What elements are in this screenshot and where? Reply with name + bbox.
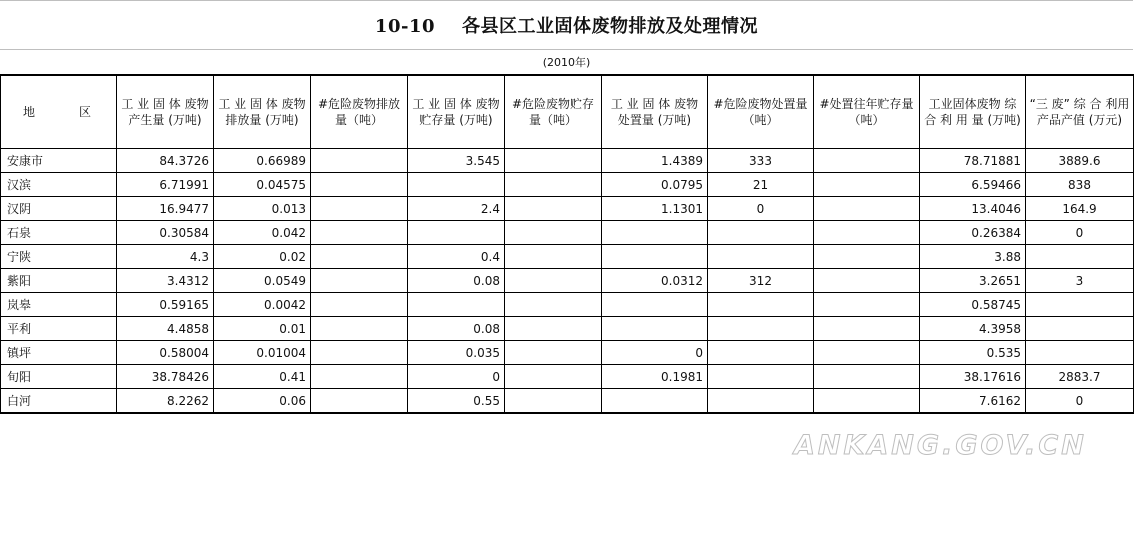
cell-c3 [311, 293, 408, 317]
cell-c1: 4.4858 [117, 317, 214, 341]
cell-c10: 0 [1026, 389, 1134, 414]
cell-c6: 1.1301 [602, 197, 708, 221]
cell-c8 [814, 173, 920, 197]
cell-c2: 0.01 [214, 317, 311, 341]
cell-c3 [311, 149, 408, 173]
cell-region-name: 镇坪 [1, 341, 117, 365]
cell-c4: 0.08 [408, 317, 505, 341]
cell-c8 [814, 269, 920, 293]
cell-c4 [408, 221, 505, 245]
cell-c1: 6.71991 [117, 173, 214, 197]
cell-c8 [814, 389, 920, 414]
cell-c6 [602, 317, 708, 341]
cell-region-name: 白河 [1, 389, 117, 414]
cell-c7 [708, 389, 814, 414]
year-row [0, 49, 1133, 74]
cell-c5 [505, 317, 602, 341]
cell-c2: 0.66989 [214, 149, 311, 173]
cell-c5 [505, 341, 602, 365]
cell-c8 [814, 341, 920, 365]
cell-c7: 21 [708, 173, 814, 197]
cell-c8 [814, 221, 920, 245]
cell-c10: 164.9 [1026, 197, 1134, 221]
cell-c4 [408, 293, 505, 317]
cell-c1: 4.3 [117, 245, 214, 269]
cell-c7: 0 [708, 197, 814, 221]
cell-c1: 38.78426 [117, 365, 214, 389]
cell-c10 [1026, 245, 1134, 269]
cell-c10 [1026, 341, 1134, 365]
header-hazardous-stored: #危险废物贮存量（吨） [505, 75, 602, 149]
cell-c9: 3.88 [920, 245, 1026, 269]
cell-c5 [505, 389, 602, 414]
cell-c7 [708, 365, 814, 389]
cell-c10: 838 [1026, 173, 1134, 197]
table-row [1, 365, 1134, 389]
cell-c10: 3889.6 [1026, 149, 1134, 173]
cell-c8 [814, 317, 920, 341]
header-solid-waste-discharged: 工 业 固 体 废物排放量 (万吨) [214, 75, 311, 149]
cell-c7 [708, 221, 814, 245]
table-row [1, 197, 1134, 221]
table-row [1, 221, 1134, 245]
cell-c8 [814, 149, 920, 173]
header-hazardous-discharged: #危险废物排放量（吨） [311, 75, 408, 149]
cell-c1: 0.58004 [117, 341, 214, 365]
cell-c9: 13.4046 [920, 197, 1026, 221]
cell-c6 [602, 389, 708, 414]
header-row [1, 75, 1134, 149]
cell-c3 [311, 245, 408, 269]
cell-region-name: 紫阳 [1, 269, 117, 293]
table-row [1, 389, 1134, 414]
table-row [1, 293, 1134, 317]
cell-c3 [311, 341, 408, 365]
cell-c6: 0.0795 [602, 173, 708, 197]
cell-c5 [505, 245, 602, 269]
cell-c7 [708, 245, 814, 269]
cell-c8 [814, 197, 920, 221]
cell-c2: 0.0042 [214, 293, 311, 317]
cell-c4: 0.4 [408, 245, 505, 269]
cell-c1: 16.9477 [117, 197, 214, 221]
cell-region-name: 岚皋 [1, 293, 117, 317]
cell-c6: 0.1981 [602, 365, 708, 389]
cell-c2: 0.04575 [214, 173, 311, 197]
cell-c10: 3 [1026, 269, 1134, 293]
cell-c3 [311, 269, 408, 293]
cell-c4: 0.55 [408, 389, 505, 414]
table-row [1, 317, 1134, 341]
cell-c8 [814, 245, 920, 269]
table-row [1, 341, 1134, 365]
cell-c2: 0.41 [214, 365, 311, 389]
cell-c8 [814, 293, 920, 317]
cell-c4: 0.035 [408, 341, 505, 365]
cell-region-name: 汉阴 [1, 197, 117, 221]
cell-c6 [602, 245, 708, 269]
cell-c1: 0.30584 [117, 221, 214, 245]
cell-c3 [311, 389, 408, 414]
cell-c5 [505, 221, 602, 245]
cell-c9: 78.71881 [920, 149, 1026, 173]
cell-c4: 2.4 [408, 197, 505, 221]
title-row [0, 0, 1133, 50]
cell-c7 [708, 317, 814, 341]
cell-region-name: 汉滨 [1, 173, 117, 197]
cell-c2: 0.013 [214, 197, 311, 221]
cell-c9: 6.59466 [920, 173, 1026, 197]
header-three-wastes-output-value: “三 废” 综 合 利用产品产值 (万元) [1026, 75, 1134, 149]
cell-c4 [408, 173, 505, 197]
header-solid-waste-stored: 工 业 固 体 废物贮存量 (万吨) [408, 75, 505, 149]
cell-c1: 3.4312 [117, 269, 214, 293]
table-row [1, 269, 1134, 293]
cell-c2: 0.0549 [214, 269, 311, 293]
cell-c6: 0.0312 [602, 269, 708, 293]
table-row [1, 149, 1134, 173]
cell-c5 [505, 293, 602, 317]
year-label: (2010年) [542, 55, 591, 69]
cell-c3 [311, 197, 408, 221]
data-table [0, 74, 1134, 414]
cell-c9: 38.17616 [920, 365, 1026, 389]
cell-c2: 0.06 [214, 389, 311, 414]
cell-region-name: 平利 [1, 317, 117, 341]
cell-c3 [311, 221, 408, 245]
cell-c9: 3.2651 [920, 269, 1026, 293]
cell-c10 [1026, 293, 1134, 317]
header-comprehensive-utilization: 工业固体废物 综 合 利 用 量 (万吨) [920, 75, 1026, 149]
table-body [1, 149, 1134, 414]
cell-c5 [505, 149, 602, 173]
cell-c5 [505, 197, 602, 221]
cell-c5 [505, 365, 602, 389]
table-title: 10-10 各县区工业固体废物排放及处理情况 [374, 16, 759, 37]
cell-c10 [1026, 317, 1134, 341]
cell-c10: 2883.7 [1026, 365, 1134, 389]
cell-c6: 0 [602, 341, 708, 365]
cell-c9: 7.6162 [920, 389, 1026, 414]
cell-c1: 0.59165 [117, 293, 214, 317]
cell-region-name: 石泉 [1, 221, 117, 245]
cell-c2: 0.042 [214, 221, 311, 245]
cell-c9: 0.26384 [920, 221, 1026, 245]
cell-c8 [814, 365, 920, 389]
cell-c10: 0 [1026, 221, 1134, 245]
cell-c2: 0.01004 [214, 341, 311, 365]
cell-c2: 0.02 [214, 245, 311, 269]
cell-c6 [602, 221, 708, 245]
cell-c3 [311, 173, 408, 197]
cell-region-name: 安康市 [1, 149, 117, 173]
cell-region-name: 旬阳 [1, 365, 117, 389]
cell-region-name: 宁陕 [1, 245, 117, 269]
header-disposed-previous-stock: #处置往年贮存量（吨） [814, 75, 920, 149]
cell-c5 [505, 173, 602, 197]
cell-c6 [602, 293, 708, 317]
site-watermark: ANKANG.GOV.CN [794, 430, 1087, 461]
cell-c9: 0.58745 [920, 293, 1026, 317]
cell-c6: 1.4389 [602, 149, 708, 173]
cell-c9: 0.535 [920, 341, 1026, 365]
cell-c3 [311, 317, 408, 341]
header-solid-waste-disposed: 工 业 固 体 废物处置量 (万吨) [602, 75, 708, 149]
cell-c7: 333 [708, 149, 814, 173]
header-solid-waste-produced: 工 业 固 体 废物产生量 (万吨) [117, 75, 214, 149]
cell-c3 [311, 365, 408, 389]
header-region: 地 区 [1, 75, 117, 149]
cell-c1: 84.3726 [117, 149, 214, 173]
cell-c1: 8.2262 [117, 389, 214, 414]
cell-c9: 4.3958 [920, 317, 1026, 341]
cell-c4: 0.08 [408, 269, 505, 293]
header-hazardous-disposed: #危险废物处置量（吨） [708, 75, 814, 149]
cell-c7 [708, 341, 814, 365]
cell-c7 [708, 293, 814, 317]
cell-c7: 312 [708, 269, 814, 293]
table-row [1, 173, 1134, 197]
cell-c4: 3.545 [408, 149, 505, 173]
cell-c5 [505, 269, 602, 293]
cell-c4: 0 [408, 365, 505, 389]
table-row [1, 245, 1134, 269]
